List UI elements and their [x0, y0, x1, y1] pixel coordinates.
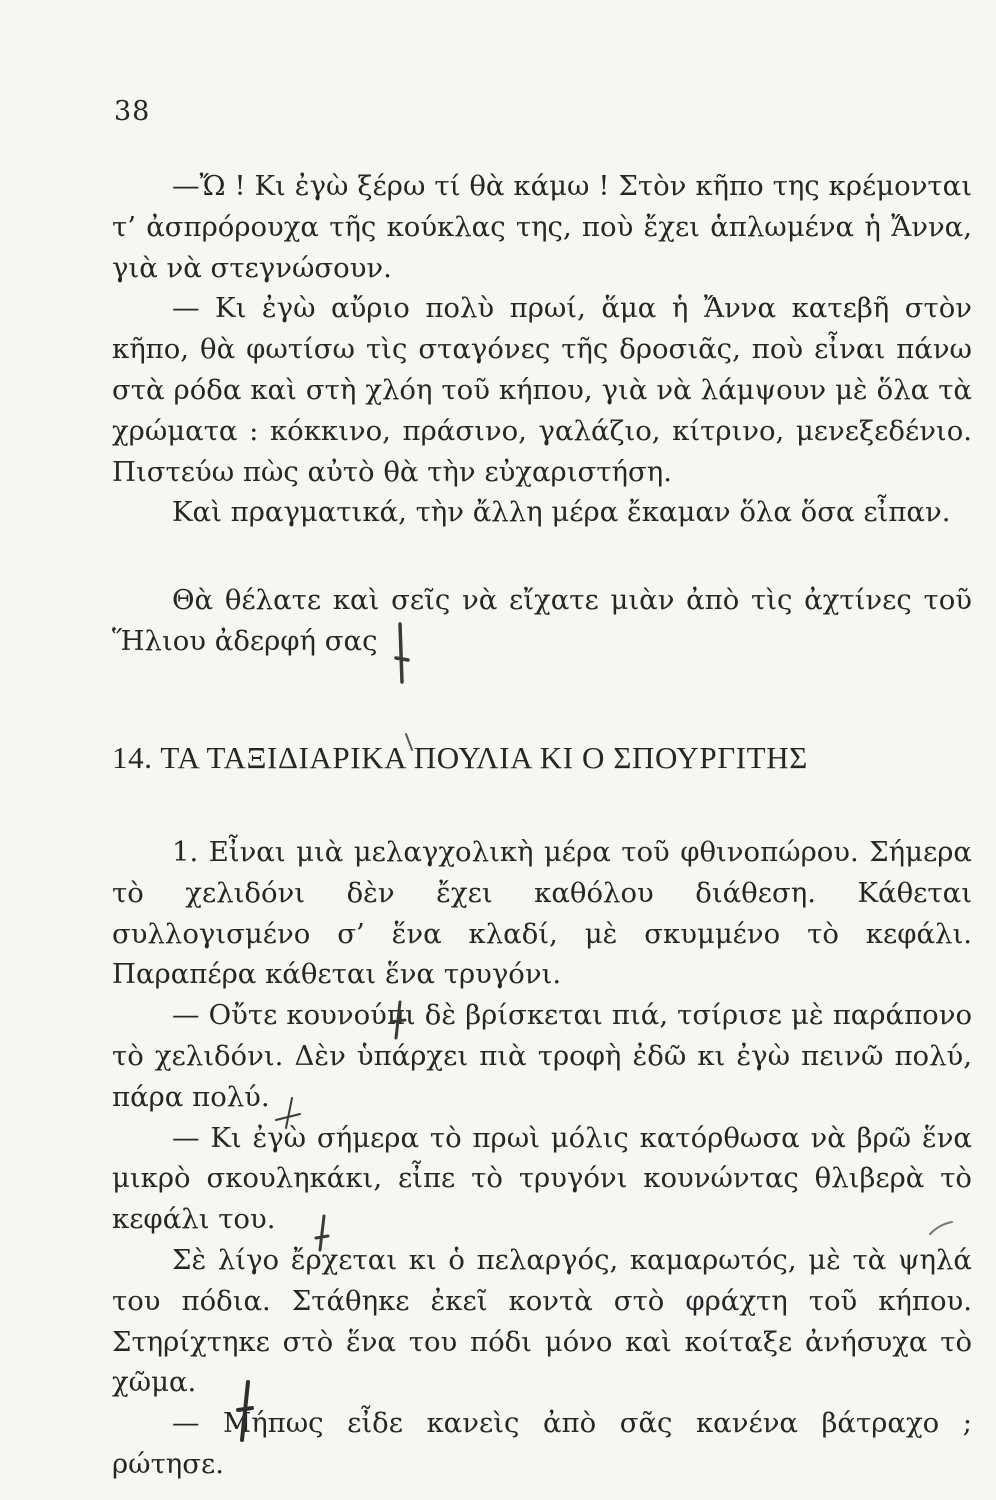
paragraph: — Μήπως εἶδε κανεὶς ἀπὸ σᾶς κανένα βάτραχο ; ρώτησε.	[112, 1407, 972, 1480]
paragraph: — Κι ἐγὼ αὔριο πολὺ πρωί, ἅμα ἡ Ἄννα κατεβῆ στὸν κῆπο, θὰ φωτίσω τὶς σταγόνες τῆς δροσιᾶς, ποὺ εἶναι πάνω στὰ ρόδα καὶ στὴ χλόη τοῦ κήπου, γιὰ νὰ λάμψουν μὲ ὅλα τὰ χρώματα : κόκκινο, πράσινο, γαλάζιο, κίτρινο, μενεξεδένιο. Πιστεύω πὼς αὐτὸ θὰ τὴν εὐχαριστήση.	[112, 292, 972, 488]
pencil-stroke-mark	[392, 622, 412, 688]
paragraph: 1. Εἶναι μιὰ μελαγχολικὴ μέρα τοῦ φθινοπώρου. Σήμερα τὸ χελιδόνι δὲν ἔχει καθόλου διάθεση. Κάθεται συλλογισμένο σ’ ἕνα κλαδί, μὲ σκυμμένο τὸ κεφάλι. Παραπέρα κάθεται ἕνα τρυγόνι.	[112, 836, 972, 991]
question-passage	[112, 580, 972, 662]
paragraph: —Ὤ ! Κι ἐγὼ ξέρω τί θὰ κάμω ! Στὸν κῆπο της κρέμονται τ’ ἀσπρόρουχα τῆς κούκλας της, ποὺ ἔχει ἁπλωμένα ἡ Ἄννα, γιὰ νὰ στεγνώσουν.	[112, 170, 972, 284]
pencil-stroke-mark	[312, 1214, 332, 1254]
opening-passage	[112, 166, 972, 533]
paragraph: — Κι ἐγὼ σήμερα τὸ πρωὶ μόλις κατόρθωσα νὰ βρῶ ἕνα μικρὸ σκουληκάκι, εἶπε τὸ τρυγόνι κουνώντας θλιβερὰ τὸ κεφάλι του.	[112, 1121, 972, 1236]
pencil-stroke-mark	[388, 1000, 408, 1042]
pencil-tick-mark	[402, 732, 418, 754]
paragraph: — Οὔτε κουνούπι δὲ βρίσκεται πιά, τσίρισε μὲ παράπονο τὸ χελιδόνι. Δὲν ὑπάρχει πιὰ τροφὴ ἐδῶ κι ἐγὼ πεινῶ πολύ, πάρα πολύ.	[112, 999, 972, 1113]
pencil-smudge-mark	[928, 1218, 954, 1238]
paragraph: Καὶ πραγματικά, τὴν ἄλλη μέρα ἔκαμαν ὅλα ὅσα εἶπαν.	[172, 496, 951, 529]
chapter-heading: 14. ΤΑ ΤΑΞΙΔΙΑΡΙΚΑ ΠΟΥΛΙΑ ΚΙ Ο ΣΠΟΥΡΓΙΤΗΣ	[112, 740, 808, 775]
paragraph: Θὰ θέλατε καὶ σεῖς νὰ εἴχατε μιὰν ἀπὸ τὶς ἀχτίνες τοῦ Ἥλιου ἀδερφή σας	[112, 584, 972, 657]
pencil-stroke-mark	[234, 1380, 256, 1444]
page-number: 38	[114, 96, 151, 127]
pencil-slash-mark	[272, 1096, 304, 1132]
paragraph: Σὲ λίγο ἔρχεται κι ὁ πελαργός, καμαρωτός, μὲ τὰ ψηλά του πόδια. Στάθηκε ἐκεῖ κοντὰ στὸ φράχτη τοῦ κήπου. Στηρίχτηκε στὸ ἕνα του πόδι μόνο καὶ κοίταξε ἀνήσυχα τὸ χῶμα.	[112, 1243, 972, 1399]
